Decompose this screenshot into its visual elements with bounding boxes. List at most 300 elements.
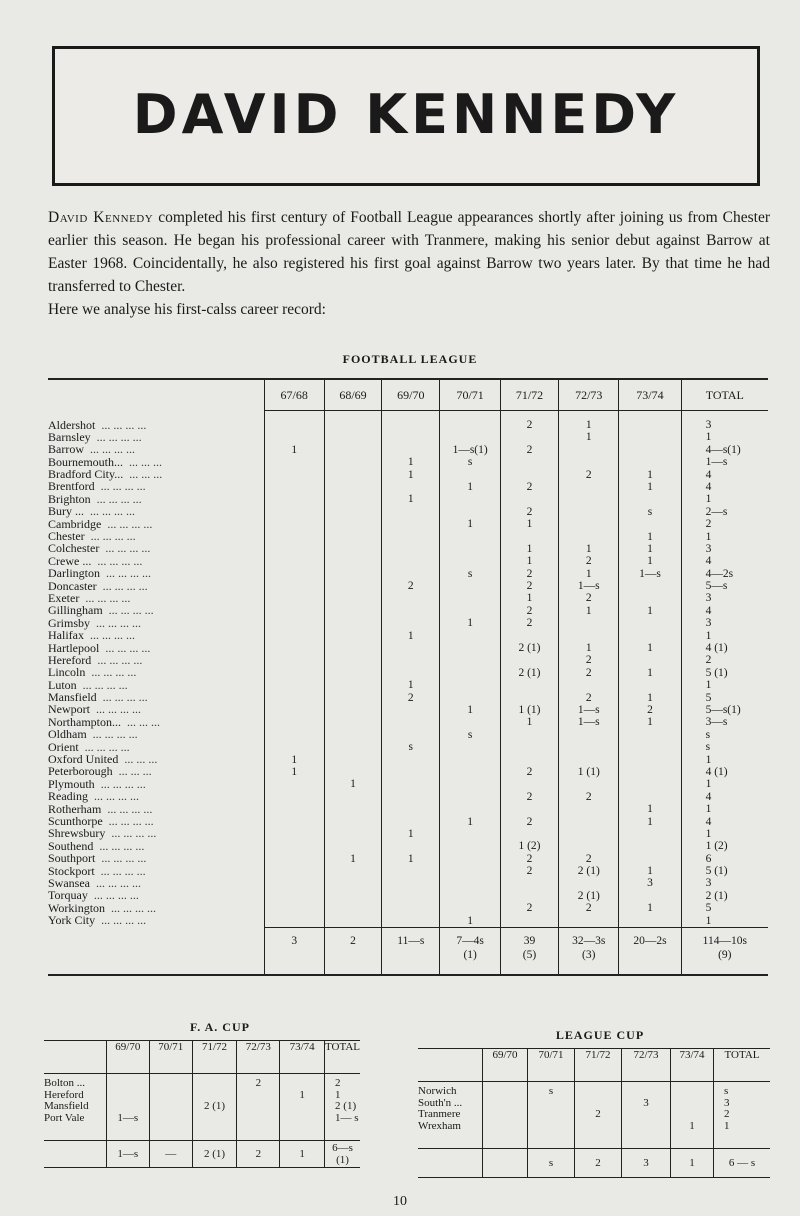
season-total: 11—s [382,928,440,976]
league_cup-season-values: 3 [622,1082,671,1149]
total-value: 4 (1) [705,642,728,655]
fa_cup-season-values: 2 [237,1074,280,1141]
season-values-68-69 [324,411,381,928]
leader-dots: ... ... ... ... [111,826,157,841]
leader-dots: ... ... ... ... [96,702,141,717]
appearance-value [325,630,381,642]
appearance-value: 2 [526,443,533,456]
appearance-value: 1 [407,679,414,692]
appearance-value: 2 [585,902,592,915]
appearance-value [559,816,618,828]
total-value: 4 [705,815,712,828]
club-name: Darlington [48,566,100,581]
grand-total: 114—10s (9) [681,928,768,976]
appearance-value [501,741,558,753]
total-values [681,411,768,928]
appearance-value [440,890,499,902]
appearance-value [265,716,324,728]
appearance-value [325,915,381,927]
intro-body: completed his first century of Football League appearances shortly after joining us from Chester earlier this season. He began his professional career with Tranmere, making his senior debut against Barrow at Easter 1968. Coincidentally, he also registered his first goal against Barrow two years later. By that time he had transferred to Chester. [48,209,771,295]
appearance-value [501,431,558,443]
appearance-value [265,555,324,567]
appearance-value [559,481,618,493]
appearance-value [501,803,558,815]
appearance-value [559,518,618,530]
club-name: Bury ... [48,504,84,519]
leader-dots: ... ... ... ... [111,900,157,915]
club-name: Hereford [48,652,92,667]
season-values-69-70 [382,411,440,928]
club-name: Halifax [48,628,84,643]
leader-dots: ... ... ... ... [106,566,151,581]
appearance-value [325,741,381,753]
appearance-value [619,828,680,840]
leader-dots: ... ... ... ... [96,615,141,630]
leader-dots: ... ... ... ... [100,479,146,494]
club-name: Oldham [48,727,87,742]
intro-lead: David Kennedy [48,209,154,226]
appearance-value [440,580,499,592]
appearance-value [325,803,381,815]
appearance-value [501,828,558,840]
appearance-value [382,506,439,518]
appearance-value [325,840,381,852]
appearance-value: s [467,456,473,469]
appearance-value: 1 [647,480,653,493]
total-value: 1 [705,530,712,543]
football-league-caption: FOOTBALL LEAGUE [342,352,478,366]
season-total: 39 (5) [500,928,558,976]
appearance-value [382,605,439,617]
league_cup-total-values: s 3 2 1 [714,1082,771,1149]
appearance-value [501,778,558,790]
appearance-value [265,580,324,592]
appearance-value [559,828,618,840]
appearance-value [440,592,499,604]
leader-dots: ... ... ... ... [100,776,146,791]
appearance-value [619,580,680,592]
appearance-value [265,667,324,679]
appearance-value: 1—s [577,716,600,729]
appearance-value [265,915,324,927]
appearance-value [619,778,680,790]
appearance-value: 1 [526,716,533,729]
appearance-value: 2 [526,815,533,828]
total-value: 5 [705,902,712,915]
appearance-value [619,890,680,902]
appearance-value [325,555,381,567]
appearance-value [325,580,381,592]
club-name: Bradford City... [48,467,124,482]
appearance-value [619,456,680,468]
leader-dots: ... ... ... [129,467,163,482]
appearance-value [501,890,558,902]
fa_cup-season-total: 2 (1) [192,1141,237,1168]
league_cup-season-total: 1 [671,1149,714,1178]
appearance-value [325,791,381,803]
fa_cup-club-names [44,1074,106,1141]
appearance-value [559,877,618,889]
leader-dots: ... ... ... ... [108,603,154,618]
league_cup-club-names [418,1082,483,1149]
league_cup-season-70-71: 70/71 [528,1049,575,1082]
appearance-value [265,543,324,555]
league_cup-club-header [418,1049,483,1082]
appearance-value [559,444,618,456]
appearance-value: 1 [647,815,653,828]
club-name: Lincoln [48,665,86,680]
season-header-70-71: 70/71 [440,379,500,411]
appearance-value: 1 [526,592,533,605]
appearance-value [265,791,324,803]
leader-dots: ... ... ... [124,752,158,767]
appearance-value [501,630,558,642]
appearance-value [501,469,558,481]
total-value: 5—s(1) [705,703,741,716]
appearance-value [619,592,680,604]
appearance-value [619,419,680,431]
league_cup-season-values [483,1082,528,1149]
appearance-value [382,729,439,741]
appearance-value [325,605,381,617]
leader-dots: ... ... ... ... [96,429,142,444]
appearance-value [559,506,618,518]
total-value: 1 (2) [705,840,728,853]
club-name-line [48,728,264,740]
club-name: Scunthorpe [48,814,103,828]
appearance-value [265,469,324,481]
total-value: 1 [705,629,712,642]
leader-dots: ... ... ... ... [90,442,135,457]
fa_cup-data-row [44,1074,360,1141]
appearance-value [265,605,324,617]
appearance-value [265,679,324,691]
fa_cup-total-values: 2 1 2 (1) 1— s [325,1074,360,1141]
leader-dots: ... ... ... ... [105,541,151,556]
appearance-value [265,493,324,505]
appearance-value [559,617,618,629]
leader-dots: ... ... ... ... [94,789,139,804]
appearance-value [440,692,499,704]
appearance-value [325,592,381,604]
club-name: Brighton [48,491,91,506]
appearance-value [265,741,324,753]
leader-dots: ... ... ... ... [101,417,147,432]
appearance-value [501,654,558,666]
club-name: Brentford [48,479,95,494]
appearance-value [559,840,618,852]
fa-cup-caption: F. A. CUP [190,1020,250,1034]
appearance-value [265,865,324,877]
club-name: Chester [48,529,85,544]
appearance-value [382,481,439,493]
appearance-value [382,642,439,654]
total-value: 4 [705,468,712,481]
appearance-value [501,729,558,741]
appearance-value: 1 [647,542,653,555]
appearance-value: 1 [407,456,414,469]
club-name: Bournemouth... [48,454,123,469]
appearance-value [619,729,680,741]
appearance-value [440,543,499,555]
appearance-value: s [467,567,473,580]
league_cup-season-values: 2 [575,1082,622,1149]
league_cup-header-row [418,1049,770,1082]
season-total: 3 [264,928,324,976]
appearance-value [440,605,499,617]
appearance-value [325,828,381,840]
appearance-value [619,630,680,642]
total-value: 5 [705,691,712,704]
fa_cup-season-total: 6—s (1) [325,1141,360,1168]
appearance-value [382,531,439,543]
appearance-value [325,704,381,716]
appearance-value [382,902,439,914]
appearance-value [325,506,381,518]
appearance-value [619,915,680,927]
club-name: Mansfield [48,690,97,705]
club-name: Reading [48,789,88,804]
appearance-value [440,469,499,481]
fa_cup-total-header: TOTAL [325,1041,360,1074]
total-value: 2 [705,518,712,531]
appearance-value: 2 [407,691,414,704]
club-name: York City [48,913,96,928]
appearance-value [619,444,680,456]
appearance-value: 1 [647,530,653,543]
appearance-value: 1 [585,542,592,555]
appearance-value [265,642,324,654]
leader-dots: ... ... ... ... [107,516,153,531]
total-value: 3—s [705,716,728,729]
season-header-67-68: 67/68 [264,379,324,411]
club-name: Exeter [48,590,80,605]
appearance-value: 1 [647,865,653,878]
appearance-value [619,617,680,629]
appearance-value [382,791,439,803]
fa_cup-season-71-72: 71/72 [192,1041,237,1074]
club-names [48,411,264,928]
appearance-value [501,692,558,704]
football-league-table [48,378,768,976]
appearance-value [559,915,618,927]
fa_cup-club-name: Mansfield [44,1100,89,1112]
fa_cup-season-73-74: 73/74 [280,1041,325,1074]
appearance-value [501,493,558,505]
appearance-value [325,865,381,877]
appearance-value [265,778,324,790]
appearance-value: 1 [585,567,592,580]
appearance-value [382,865,439,877]
appearance-value [325,481,381,493]
club-column-header [48,379,264,411]
appearance-value [265,630,324,642]
leader-dots: ... ... ... ... [90,504,135,519]
appearance-value: 2 [526,865,533,878]
appearance-value [382,816,439,828]
appearance-value: 2 [585,468,592,481]
appearance-value [265,592,324,604]
club-name: Barnsley [48,429,91,444]
leader-dots: ... ... ... ... [96,875,141,890]
league_cup-club-name: Tranmere [418,1108,461,1120]
season-values-67-68 [264,411,324,928]
club-name: Aldershot [48,417,96,432]
leader-dots: ... ... ... ... [108,814,154,828]
appearance-value [440,431,499,443]
leader-dots: ... ... ... ... [101,851,147,866]
appearance-value [440,531,499,543]
leader-dots: ... ... ... ... [99,838,145,853]
leader-dots: ... ... ... [129,454,162,469]
leader-dots: ... ... ... ... [93,888,139,903]
appearance-value [440,828,499,840]
total-value: 1 [705,753,712,766]
appearance-value [325,754,381,766]
appearance-value [382,877,439,889]
fa_cup-season-72-73: 72/73 [237,1041,280,1074]
appearance-value [619,679,680,691]
fa_cup-season-total: 1 [280,1141,325,1168]
appearance-value [325,692,381,704]
appearance-value [440,716,499,728]
appearance-value [325,679,381,691]
league_cup-season-total: s [528,1149,575,1178]
club-name: Doncaster [48,578,97,593]
appearance-value [382,766,439,778]
appearance-value [382,444,439,456]
appearance-value [325,444,381,456]
appearance-value: 2 [526,902,533,915]
league_cup-season-total: 3 [622,1149,671,1178]
appearance-value: 1 [647,604,653,617]
appearance-value [265,419,324,431]
intro-paragraph [48,206,770,298]
appearance-value: 1 [291,765,298,778]
football-league-header-row [48,379,768,411]
leader-dots: ... ... ... ... [101,913,147,928]
appearance-value [619,518,680,530]
league-cup-caption: LEAGUE CUP [555,1028,645,1042]
total-value: 1 [705,493,712,506]
club-name: Crewe ... [48,553,92,568]
page-title: DAVID KENNEDY [132,83,680,146]
club-name: Torquay [48,888,88,903]
appearance-value [440,840,499,852]
appearance-value [325,716,381,728]
appearance-value [382,555,439,567]
club-name: Gillingham [48,603,103,618]
appearance-value [501,915,558,927]
appearance-value: 2 [526,419,533,431]
appearance-value [619,791,680,803]
total-value: 3 [705,542,712,555]
fa_cup-club-name: Bolton ... [44,1077,85,1089]
total-value: 1 [705,827,712,840]
appearance-value [440,506,499,518]
appearance-value [325,877,381,889]
appearance-value [325,654,381,666]
leader-dots: ... ... ... ... [102,690,148,705]
league-cup-table [418,1048,770,1178]
season-header-71-72: 71/72 [500,379,558,411]
football-league-body [48,411,768,976]
fa_cup-season-total: 2 [237,1141,280,1168]
fa_cup-season-total: — [149,1141,192,1168]
total-value: 1 [705,914,712,927]
appearance-value [265,568,324,580]
appearance-value [325,568,381,580]
appearance-value: 1 (1) [518,703,541,716]
appearance-value: 2 [647,703,653,716]
appearance-value [440,654,499,666]
season-total: 2 [324,928,381,976]
appearance-value [325,766,381,778]
appearance-value [265,456,324,468]
total-value: 4 [705,555,712,568]
appearance-value: 2 [526,505,533,518]
appearance-value [559,729,618,741]
appearance-value [440,766,499,778]
league_cup-club-name: South'n ... [418,1096,463,1109]
appearance-value [325,531,381,543]
appearance-value [559,803,618,815]
total-value: 3 [705,419,712,431]
appearance-value [619,754,680,766]
club-name: Northampton... [48,714,121,729]
appearance-value: 1 [647,468,653,481]
leader-dots: ... ... ... ... [89,628,135,643]
league_cup-season-values: 1 [671,1082,714,1149]
football-league-data-row [48,411,768,928]
appearance-value: 1 [291,753,298,766]
club-name: Rotherham [48,801,102,816]
leader-dots: ... ... ... ... [82,677,128,692]
club-name: Orient [48,739,79,754]
league_cup-totals-label [418,1149,483,1178]
fa_cup-club-name: Hereford [44,1088,84,1101]
fa_cup-season-values [149,1074,192,1141]
appearance-value [265,481,324,493]
appearance-value [501,531,558,543]
appearance-value [559,531,618,543]
appearance-value [559,493,618,505]
appearance-value: 2 (1) [577,889,600,902]
appearance-value [325,419,381,431]
leader-dots: ... ... ... [127,714,160,729]
total-value: 1 [705,778,712,791]
appearance-value: 1 [647,803,653,816]
appearance-value: 2 (1) [518,642,541,655]
total-value: 5 (1) [705,865,728,878]
season-total: 7—4s (1) [440,928,500,976]
total-value: 1 [705,679,712,692]
total-header: TOTAL [681,379,768,411]
appearance-value: 2 [585,852,592,865]
appearance-value: 2 [526,852,533,865]
league_cup-season-72-73: 72/73 [622,1049,671,1082]
appearance-value [265,431,324,443]
appearance-value [325,729,381,741]
total-value: 4—s(1) [705,443,741,456]
leader-dots: ... ... ... ... [102,578,148,593]
appearance-value [440,902,499,914]
appearance-value [619,741,680,753]
total-value: 1 [705,431,712,444]
total-value: 5—s [705,580,728,593]
appearance-value: 2 [407,580,414,593]
appearance-value [265,617,324,629]
